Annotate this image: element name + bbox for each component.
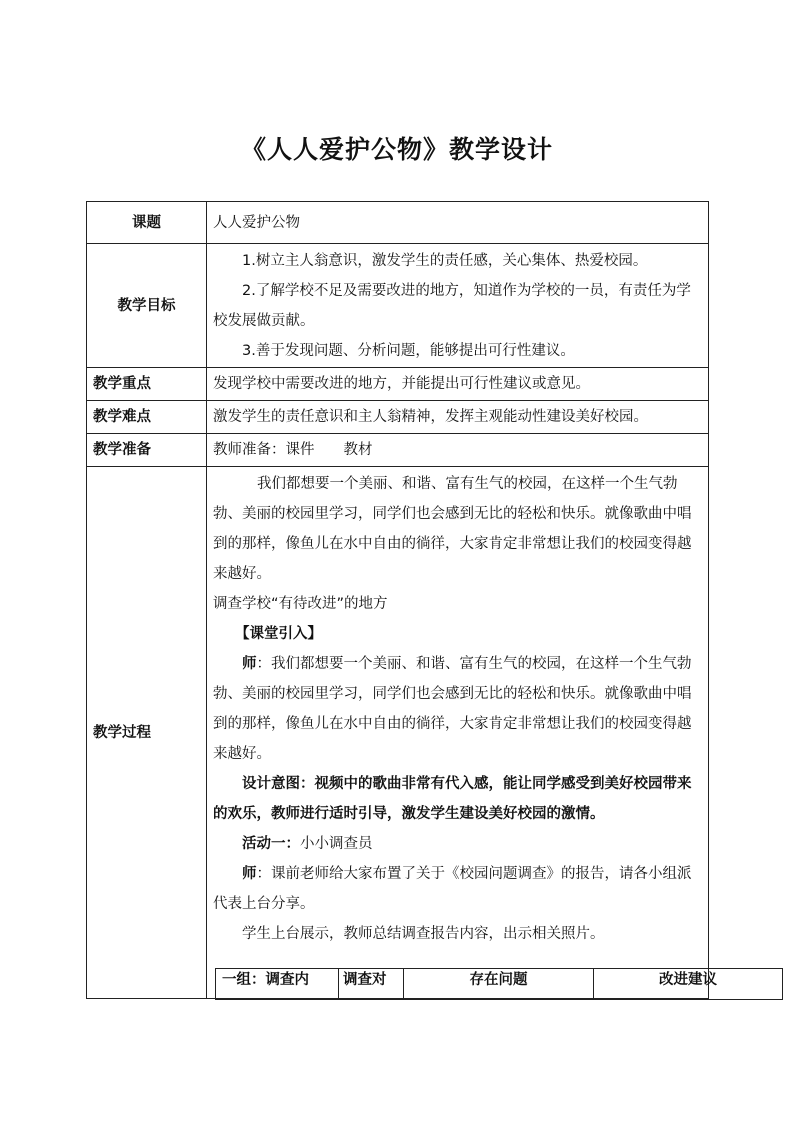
value-key: 发现学校中需要改进的地方，并能提出可行性建议或意见。 <box>207 368 709 401</box>
lesson-plan-table <box>86 201 709 999</box>
row-key <box>87 368 709 401</box>
student-paragraph: 学生上台展示，教师总结调查报告内容，出示相关照片。 <box>242 926 605 942</box>
value-goals <box>207 244 709 368</box>
value-process <box>207 467 709 999</box>
label-prep: 教学准备 <box>87 434 207 467</box>
activity-label: 活动一： <box>242 836 300 852</box>
activity-one <box>213 829 702 859</box>
teacher2-label: 师 <box>242 866 257 882</box>
section-intro: 【课堂引入】 <box>235 626 322 642</box>
row-difficulty <box>87 401 709 434</box>
survey-header-content: 一组：调查内 <box>216 969 339 1000</box>
teacher-text: ：我们都想要一个美丽、和谐、富有生气的校园，在这样一个生气勃勃、美丽的校园里学习，同学们也会感到无比的轻松和快乐。就像歌曲中唱到的那样，像鱼儿在水中自由的徜徉，大家肯定非常想让我们的校园变得越来越好。 <box>213 656 692 762</box>
teacher2-text: ：课前老师给大家布置了关于《校园问题调查》的报告，请各小组派代表上台分享。 <box>213 866 692 912</box>
label-topic: 课题 <box>87 202 207 244</box>
goal-item: 1.树立主人翁意识，激发学生的责任感，关心集体、热爱校园。 <box>242 252 648 269</box>
row-prep <box>87 434 709 467</box>
teacher2-paragraph <box>213 859 702 919</box>
teacher-label: 师 <box>242 656 257 672</box>
row-goals <box>87 244 709 368</box>
survey-header-row <box>216 969 783 1000</box>
value-prep: 教师准备：课件 教材 <box>207 434 709 467</box>
label-process: 教学过程 <box>87 467 207 999</box>
survey-title: 调查学校“有待改进”的地方 <box>213 596 388 612</box>
activity-name: 小小调查员 <box>300 836 373 852</box>
label-goals: 教学目标 <box>87 244 207 368</box>
teacher-paragraph <box>213 649 702 769</box>
label-difficulty: 教学难点 <box>87 401 207 434</box>
survey-header-target: 调查对 <box>339 969 404 1000</box>
goal-item: 3.善于发现问题、分析问题，能够提出可行性建议。 <box>242 342 575 359</box>
label-key: 教学重点 <box>87 368 207 401</box>
row-process <box>87 467 709 999</box>
survey-table <box>215 968 783 1000</box>
goal-item: 2.了解学校不足及需要改进的地方，知道作为学校的一员，有责任为学校发展做贡献。 <box>213 282 691 329</box>
design-intent: 设计意图：视频中的歌曲非常有代入感，能让同学感受到美好校园带来的欢乐，教师进行适时引导，激发学生建设美好校园的激情。 <box>213 776 692 822</box>
survey-header-problem: 存在问题 <box>404 969 594 1000</box>
intro-paragraph: 我们都想要一个美丽、和谐、富有生气的校园，在这样一个生气勃勃、美丽的校园里学习，同学们也会感到无比的轻松和快乐。就像歌曲中唱到的那样，像鱼儿在水中自由的徜徉，大家肯定非常想让我们的校园变得越来越好。 <box>213 476 692 582</box>
value-difficulty: 激发学生的责任意识和主人翁精神，发挥主观能动性建设美好校园。 <box>207 401 709 434</box>
row-topic <box>87 202 709 244</box>
page-title: 《人人爱护公物》教学设计 <box>240 135 553 164</box>
survey-header-suggestion: 改进建议 <box>594 969 783 1000</box>
value-topic: 人人爱护公物 <box>207 202 709 244</box>
